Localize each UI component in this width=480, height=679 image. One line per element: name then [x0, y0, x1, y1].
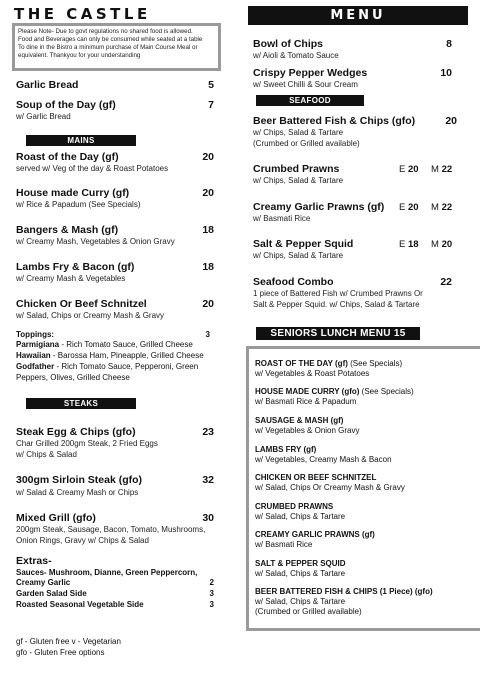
menu-item-name: Lambs Fry & Bacon (gf): [16, 261, 135, 273]
entree-price: [399, 201, 419, 214]
menu-item-desc: Char Grilled 200gm Steak, 2 Fried Eggs: [16, 439, 158, 448]
menu-item-desc: w/ Rice & Papadum (See Specials): [16, 200, 141, 209]
senior-item-name: CREAMY GARLIC PRAWNS (gf): [255, 530, 375, 539]
menu-item-desc: w/ Chips, Salad & Tartare: [253, 251, 344, 260]
extras-title: Extras-: [16, 555, 52, 567]
menu-item-name: Beer Battered Fish & Chips (gfo): [253, 115, 416, 127]
menu-item-name: 300gm Sirloin Steak (gfo): [16, 474, 143, 486]
topping-name: Parmigiana: [16, 340, 60, 349]
senior-item-desc: w/ Salad, Chips & Tartare: [255, 569, 346, 578]
menu-item-desc: w/ Chips, Salad & Tartare: [253, 176, 344, 185]
menu-item-desc: w/ Aioli & Tomato Sauce: [253, 51, 339, 60]
topping-parmigiana: [16, 340, 193, 351]
senior-item-name: SAUSAGE & MASH (gf): [255, 416, 344, 425]
topping-desc: - Barossa Ham, Pineapple, Grilled Cheese: [50, 351, 204, 360]
topping-desc: Peppers, Olives, Grilled Cheese: [16, 373, 130, 382]
menu-item-price: 32: [202, 474, 214, 486]
menu-item-price: 20: [202, 151, 214, 163]
menu-item-price: 5: [208, 79, 214, 91]
main-price: [431, 163, 452, 176]
senior-item-name: LAMBS FRY (gf): [255, 445, 317, 454]
price-label: E: [399, 239, 406, 250]
main-price: [431, 201, 452, 214]
menu-item-desc: w/ Salad, Chips or Creamy Mash & Gravy: [16, 311, 165, 320]
price-label: E: [399, 202, 406, 213]
senior-item-name: CHICKEN OR BEEF SCHNITZEL: [255, 473, 377, 482]
senior-item-desc: w/ Basmati Rice & Papadum: [255, 397, 357, 406]
price-label: M: [431, 239, 439, 250]
menu-item-name: Crumbed Prawns: [253, 163, 340, 175]
menu-item-price: 10: [440, 67, 452, 79]
menu-item-price: 23: [202, 426, 214, 438]
menu-item-desc: served w/ Veg of the day & Roast Potatoes: [16, 164, 169, 173]
price-value: 22: [441, 202, 453, 213]
menu-item-name: House made Curry (gf): [16, 187, 130, 199]
menu-item-name: Roast of the Day (gf): [16, 151, 119, 163]
senior-item-note: (See Specials): [347, 359, 403, 368]
menu-item-desc: Salt & Pepper Squid. w/ Chips, Salad & Tartare: [253, 300, 420, 309]
menu-item-name: Seafood Combo: [253, 276, 334, 288]
senior-item-name: [255, 359, 402, 370]
menu-item-name: Creamy Garlic Prawns (gf): [253, 201, 385, 213]
extras-garden-salad: Garden Salad Side: [16, 589, 87, 598]
senior-item-name: [255, 387, 414, 398]
senior-item-title: HOUSE MADE CURRY (gfo): [255, 387, 360, 396]
senior-item-name: CRUMBED PRAWNS: [255, 502, 334, 511]
menu-item-price: 8: [446, 38, 452, 50]
menu-item-desc: w/ Basmati Rice: [253, 214, 311, 223]
main-price: [431, 238, 452, 251]
notice-line: Please Note- Due to govt regulations no shared food is allowed.: [18, 28, 193, 35]
menu-item-name: Bangers & Mash (gf): [16, 224, 119, 236]
topping-hawaiian: [16, 351, 204, 362]
menu-item-name: Garlic Bread: [16, 79, 79, 91]
menu-item-desc: w/ Salad & Creamy Mash or Chips: [16, 488, 139, 497]
extras-sauces: Sauces- Mushroom, Dianne, Green Peppercorn,: [16, 568, 198, 577]
senior-item-title: ROAST OF THE DAY (gf): [255, 359, 348, 368]
menu-item-desc: (Crumbed or Grilled available): [253, 139, 360, 148]
price-value: 20: [407, 202, 419, 213]
extras-price: 3: [209, 600, 214, 609]
menu-item-price: 20: [202, 298, 214, 310]
senior-item-desc: w/ Vegetables & Roast Potatoes: [255, 369, 370, 378]
extras-price: 3: [209, 589, 214, 598]
senior-item-desc: w/ Vegetables, Creamy Mash & Bacon: [255, 455, 392, 464]
menu-item-desc: 1 piece of Battered Fish w/ Crumbed Prawns Or: [253, 289, 423, 298]
senior-item-desc: w/ Vegetables & Onion Gravy: [255, 426, 360, 435]
topping-godfather: [16, 362, 198, 373]
section-header-steaks: STEAKS: [26, 398, 136, 409]
menu-item-price: 18: [202, 224, 214, 236]
extras-price: 2: [209, 578, 214, 587]
senior-item-note: (See Specials): [359, 387, 414, 396]
legend-line: gf - Gluten free v - Vegetarian: [16, 637, 121, 646]
price-value: 20: [407, 164, 419, 175]
toppings-label: Toppings:: [16, 330, 55, 339]
price-label: E: [399, 164, 406, 175]
menu-item-desc: 200gm Steak, Sausage, Bacon, Tomato, Mushrooms,: [16, 525, 206, 534]
senior-item-desc: (Crumbed or Grilled available): [255, 607, 362, 616]
price-value: 20: [441, 239, 453, 250]
notice-line: To dine in the Bistro a minimum purchase of Main Course Meal or equivalent. Thankyou for your understanding: [18, 44, 198, 59]
menu-item-name: Bowl of Chips: [253, 38, 323, 50]
menu-item-name: Steak Egg & Chips (gfo): [16, 426, 136, 438]
price-label: M: [431, 202, 439, 213]
section-header-seafood: SEAFOOD: [256, 95, 364, 106]
menu-item-desc: w/ Chips, Salad & Tartare: [253, 128, 344, 137]
topping-name: Godfather: [16, 362, 55, 371]
menu-item-name: Soup of the Day (gf): [16, 99, 116, 111]
page-title: THE CASTLE: [14, 5, 151, 23]
senior-item-desc: w/ Basmati Rice: [255, 540, 313, 549]
toppings-price: 3: [205, 330, 210, 339]
section-header-seniors: SENIORS LUNCH MENU 15: [256, 327, 420, 340]
topping-desc: - Rich Tomato Sauce, Pepperoni, Green: [54, 362, 199, 371]
price-value: 22: [441, 164, 453, 175]
topping-name: Hawaiian: [16, 351, 51, 360]
menu-item-desc: w/ Sweet Chilli & Sour Cream: [253, 80, 358, 89]
senior-item-name: BEER BATTERED FISH & CHIPS (1 Piece) (gfo): [255, 587, 433, 596]
menu-item-desc: w/ Creamy Mash & Vegetables: [16, 274, 126, 283]
menu-item-price: 22: [440, 276, 452, 288]
senior-item-desc: w/ Salad, Chips & Tartare: [255, 512, 346, 521]
topping-desc: - Rich Tomato Sauce, Grilled Cheese: [59, 340, 193, 349]
menu-item-price: 30: [202, 512, 214, 524]
senior-item-name: SALT & PEPPER SQUID: [255, 559, 346, 568]
menu-item-price: 20: [202, 187, 214, 199]
notice-line: Food and Beverages can only be consumed while seated at a table: [18, 36, 203, 43]
menu-item-price: 18: [202, 261, 214, 273]
legend-line: gfo - Gluten Free options: [16, 648, 105, 657]
entree-price: [399, 238, 419, 251]
menu-item-name: Crispy Pepper Wedges: [253, 67, 368, 79]
senior-item-desc: w/ Salad, Chips Or Creamy Mash & Gravy: [255, 483, 405, 492]
section-header-mains: MAINS: [26, 135, 136, 146]
price-label: M: [431, 164, 439, 175]
menu-item-price: 7: [208, 99, 214, 111]
menu-item-name: Chicken Or Beef Schnitzel: [16, 298, 147, 310]
menu-item-price: 20: [445, 115, 457, 127]
menu-item-desc: w/ Chips & Salad: [16, 450, 77, 459]
senior-item-desc: w/ Salad, Chips & Tartare: [255, 597, 346, 606]
menu-item-desc: w/ Garlic Bread: [16, 112, 71, 121]
menu-item-desc: Onion Rings, Gravy w/ Chips & Salad: [16, 536, 149, 545]
extras-roasted-veg: Roasted Seasonal Vegetable Side: [16, 600, 144, 609]
price-value: 18: [407, 239, 419, 250]
menu-header: MENU: [248, 6, 468, 25]
extras-sauces: Creamy Garlic: [16, 578, 71, 587]
menu-item-desc: w/ Creamy Mash, Vegetables & Onion Gravy: [16, 237, 175, 246]
entree-price: [399, 163, 419, 176]
menu-item-name: Salt & Pepper Squid: [253, 238, 354, 250]
notice-box: [12, 23, 221, 71]
menu-item-name: Mixed Grill (gfo): [16, 512, 96, 524]
